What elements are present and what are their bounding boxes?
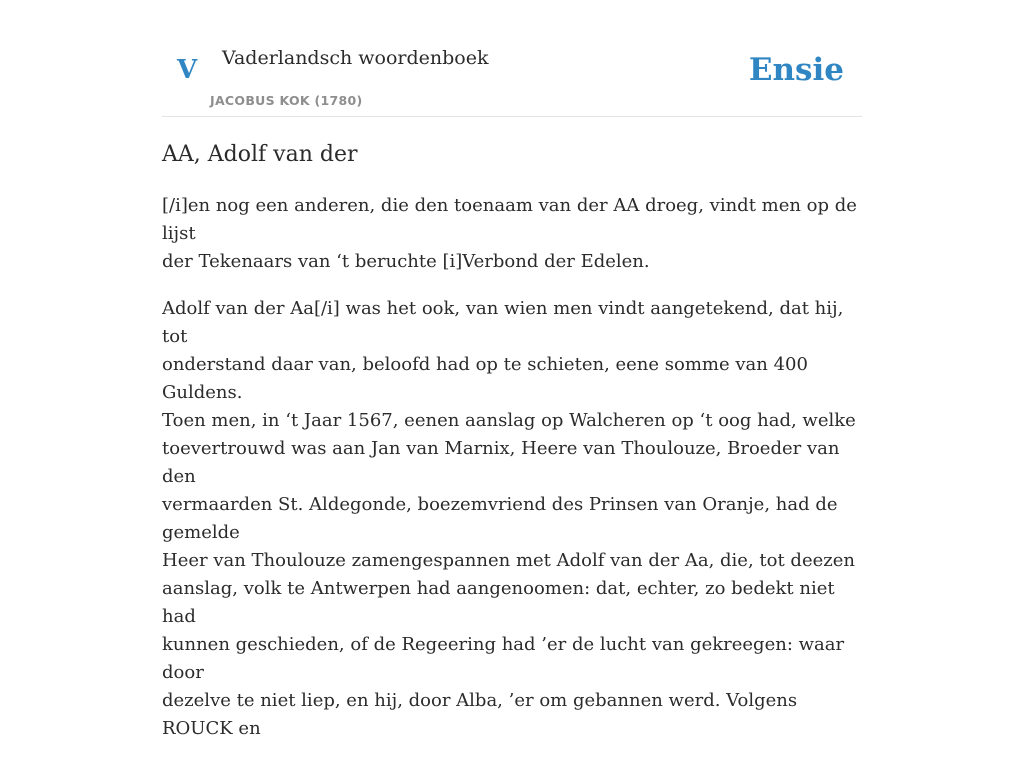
ensie-logo-link[interactable]: Ensie (748, 52, 844, 88)
book-author: JACOBUS KOK (1780) (210, 93, 363, 108)
entry-body (162, 192, 868, 762)
header (162, 0, 862, 117)
entry-paragraph: Adolf van der Aa[/i] was het ook, van wien men vindt aangetekend, dat hij, tot onderstand daar van, beloofd had op te schieten, eene somme van 400 Guldens. Toen men, in ‘t Jaar 1567, eenen aanslag op Walcheren op ‘t oog had, welke toevertrouwd was aan Jan van Marnix, Heere van Thoulouze, Broeder van den vermaarden St. Aldegonde, boezemvriend des Prinsen van Oranje, had de gemelde Heer van Thoulouze zamengespannen met Adolf van der Aa, die, tot deezen aanslag, volk te Antwerpen had aangenoomen: dat, echter, zo bedekt niet had kunnen geschieden, of de Regeering had ’er de lucht van gekreegen: waar door dezelve te niet liep, en hij, door Alba, ’er om gebannen werd. Volgens ROUCK en (162, 298, 856, 739)
entry-paragraph: [/i]en nog een anderen, die den toenaam van der AA droeg, vindt men op de lijst der Tekenaars van ‘t beruchte [i]Verbond der Edelen. (162, 195, 857, 272)
book-title-link[interactable]: Vaderlandsch woordenboek (222, 47, 489, 69)
book-letter-icon[interactable]: V (177, 55, 198, 85)
entry-title: AA, Adolf van der (162, 142, 358, 167)
